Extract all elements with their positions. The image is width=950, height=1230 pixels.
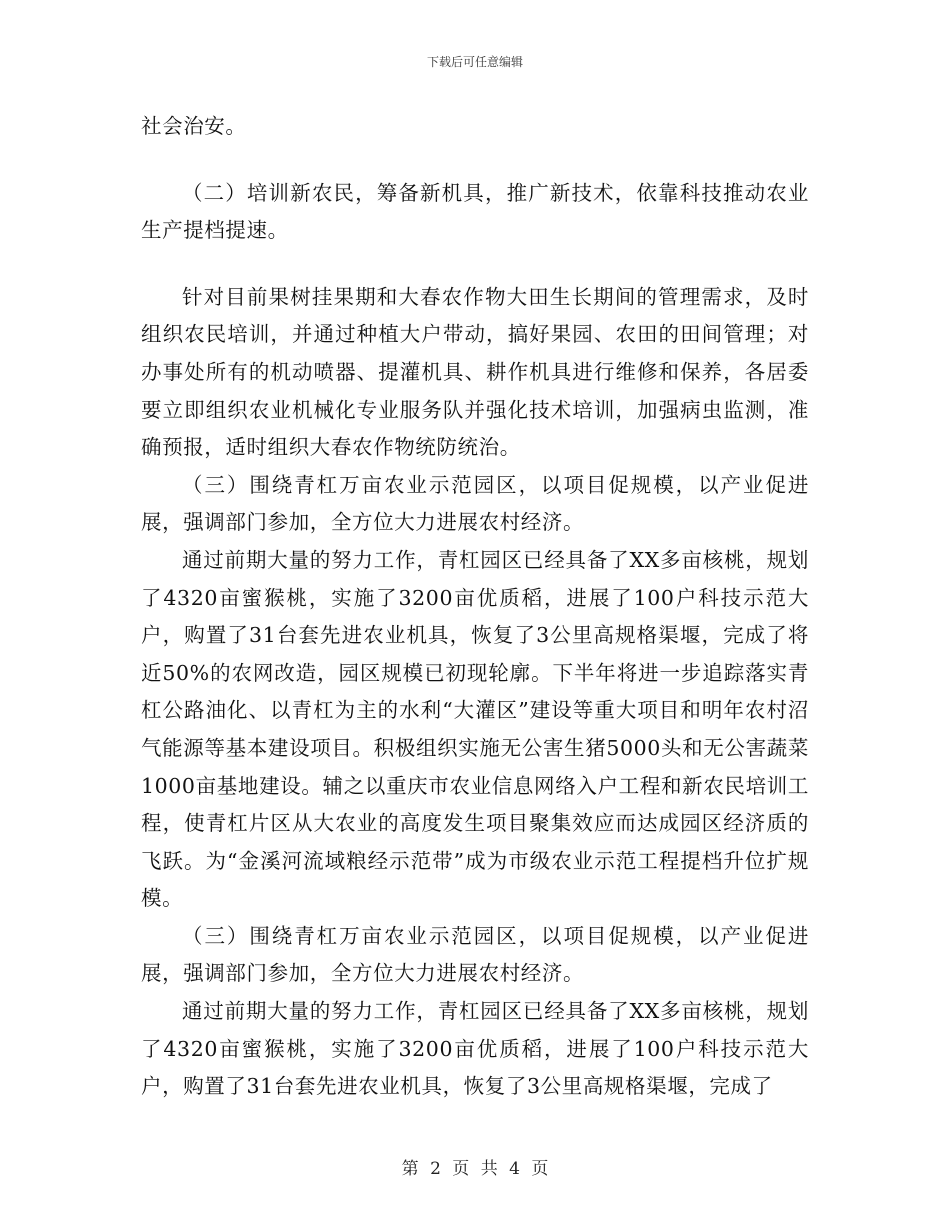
paragraph-5: 通过前期大量的努力工作，青杠园区已经具备了XX多亩核桃，规划了4320亩蜜猴桃，实施了3200亩优质稻，进展了100户科技示范大户，购置了31台套先进农业机具，恢复了3公里高规格渠堰，完成了将近50%的农网改造，园区规模已初现轮廓。下半年将进一步追踪落实青杠公路油化、以青杠为主的水利“大灌区”建设等重大项目和明年农村沼气能源等基本建设项目。积极组织实施无公害生猪5000头和无公害蔬菜1000亩基地建设。辅之以重庆市农业信息网络入户工程和新农民培训工程，使青杠片区从大农业的高度发生项目聚集效应而达成园区经济质的飞跃。为“金溪河流域粮经示范带”成为市级农业示范工程提档升位扩规模。 bbox=[141, 547, 809, 911]
page-header: 下载后可任意编辑 bbox=[426, 55, 523, 69]
paragraph-7: 通过前期大量的努力工作，青杠园区已经具备了XX多亩核桃，规划了4320亩蜜猴桃，实施了3200亩优质稻，进展了100户科技示范大户，购置了31台套先进农业机具，恢复了3公里高规格渠堰，完成了 bbox=[141, 999, 809, 1099]
paragraph-6-heading: （三）围绕青杠万亩农业示范园区，以项目促规模，以产业促进展，强调部门参加，全方位大力进展农村经济。 bbox=[141, 923, 809, 986]
paragraph-3: 针对目前果树挂果期和大春农作物大田生长期间的管理需求，及时组织农民培训，并通过种植大户带动，搞好果园、农田的田间管理；对办事处所有的机动喷器、提灌机具、耕作机具进行维修和保养，各居委要立即组织农业机械化专业服务队并强化技术培训，加强病虫监测，准确预报，适时组织大春农作物统防统治。 bbox=[141, 284, 809, 460]
paragraph-4-heading: （三）围绕青杠万亩农业示范园区，以项目促规模，以产业促进展，强调部门参加，全方位大力进展农村经济。 bbox=[141, 472, 809, 535]
document-body bbox=[141, 108, 809, 1106]
page-number: 第 2 页 共 4 页 bbox=[401, 1159, 549, 1179]
paragraph-2-heading: （二）培训新农民，筹备新机具，推广新技术，依靠科技推动农业生产提档提速。 bbox=[141, 180, 809, 243]
paragraph-1: 社会治安。 bbox=[141, 114, 247, 138]
